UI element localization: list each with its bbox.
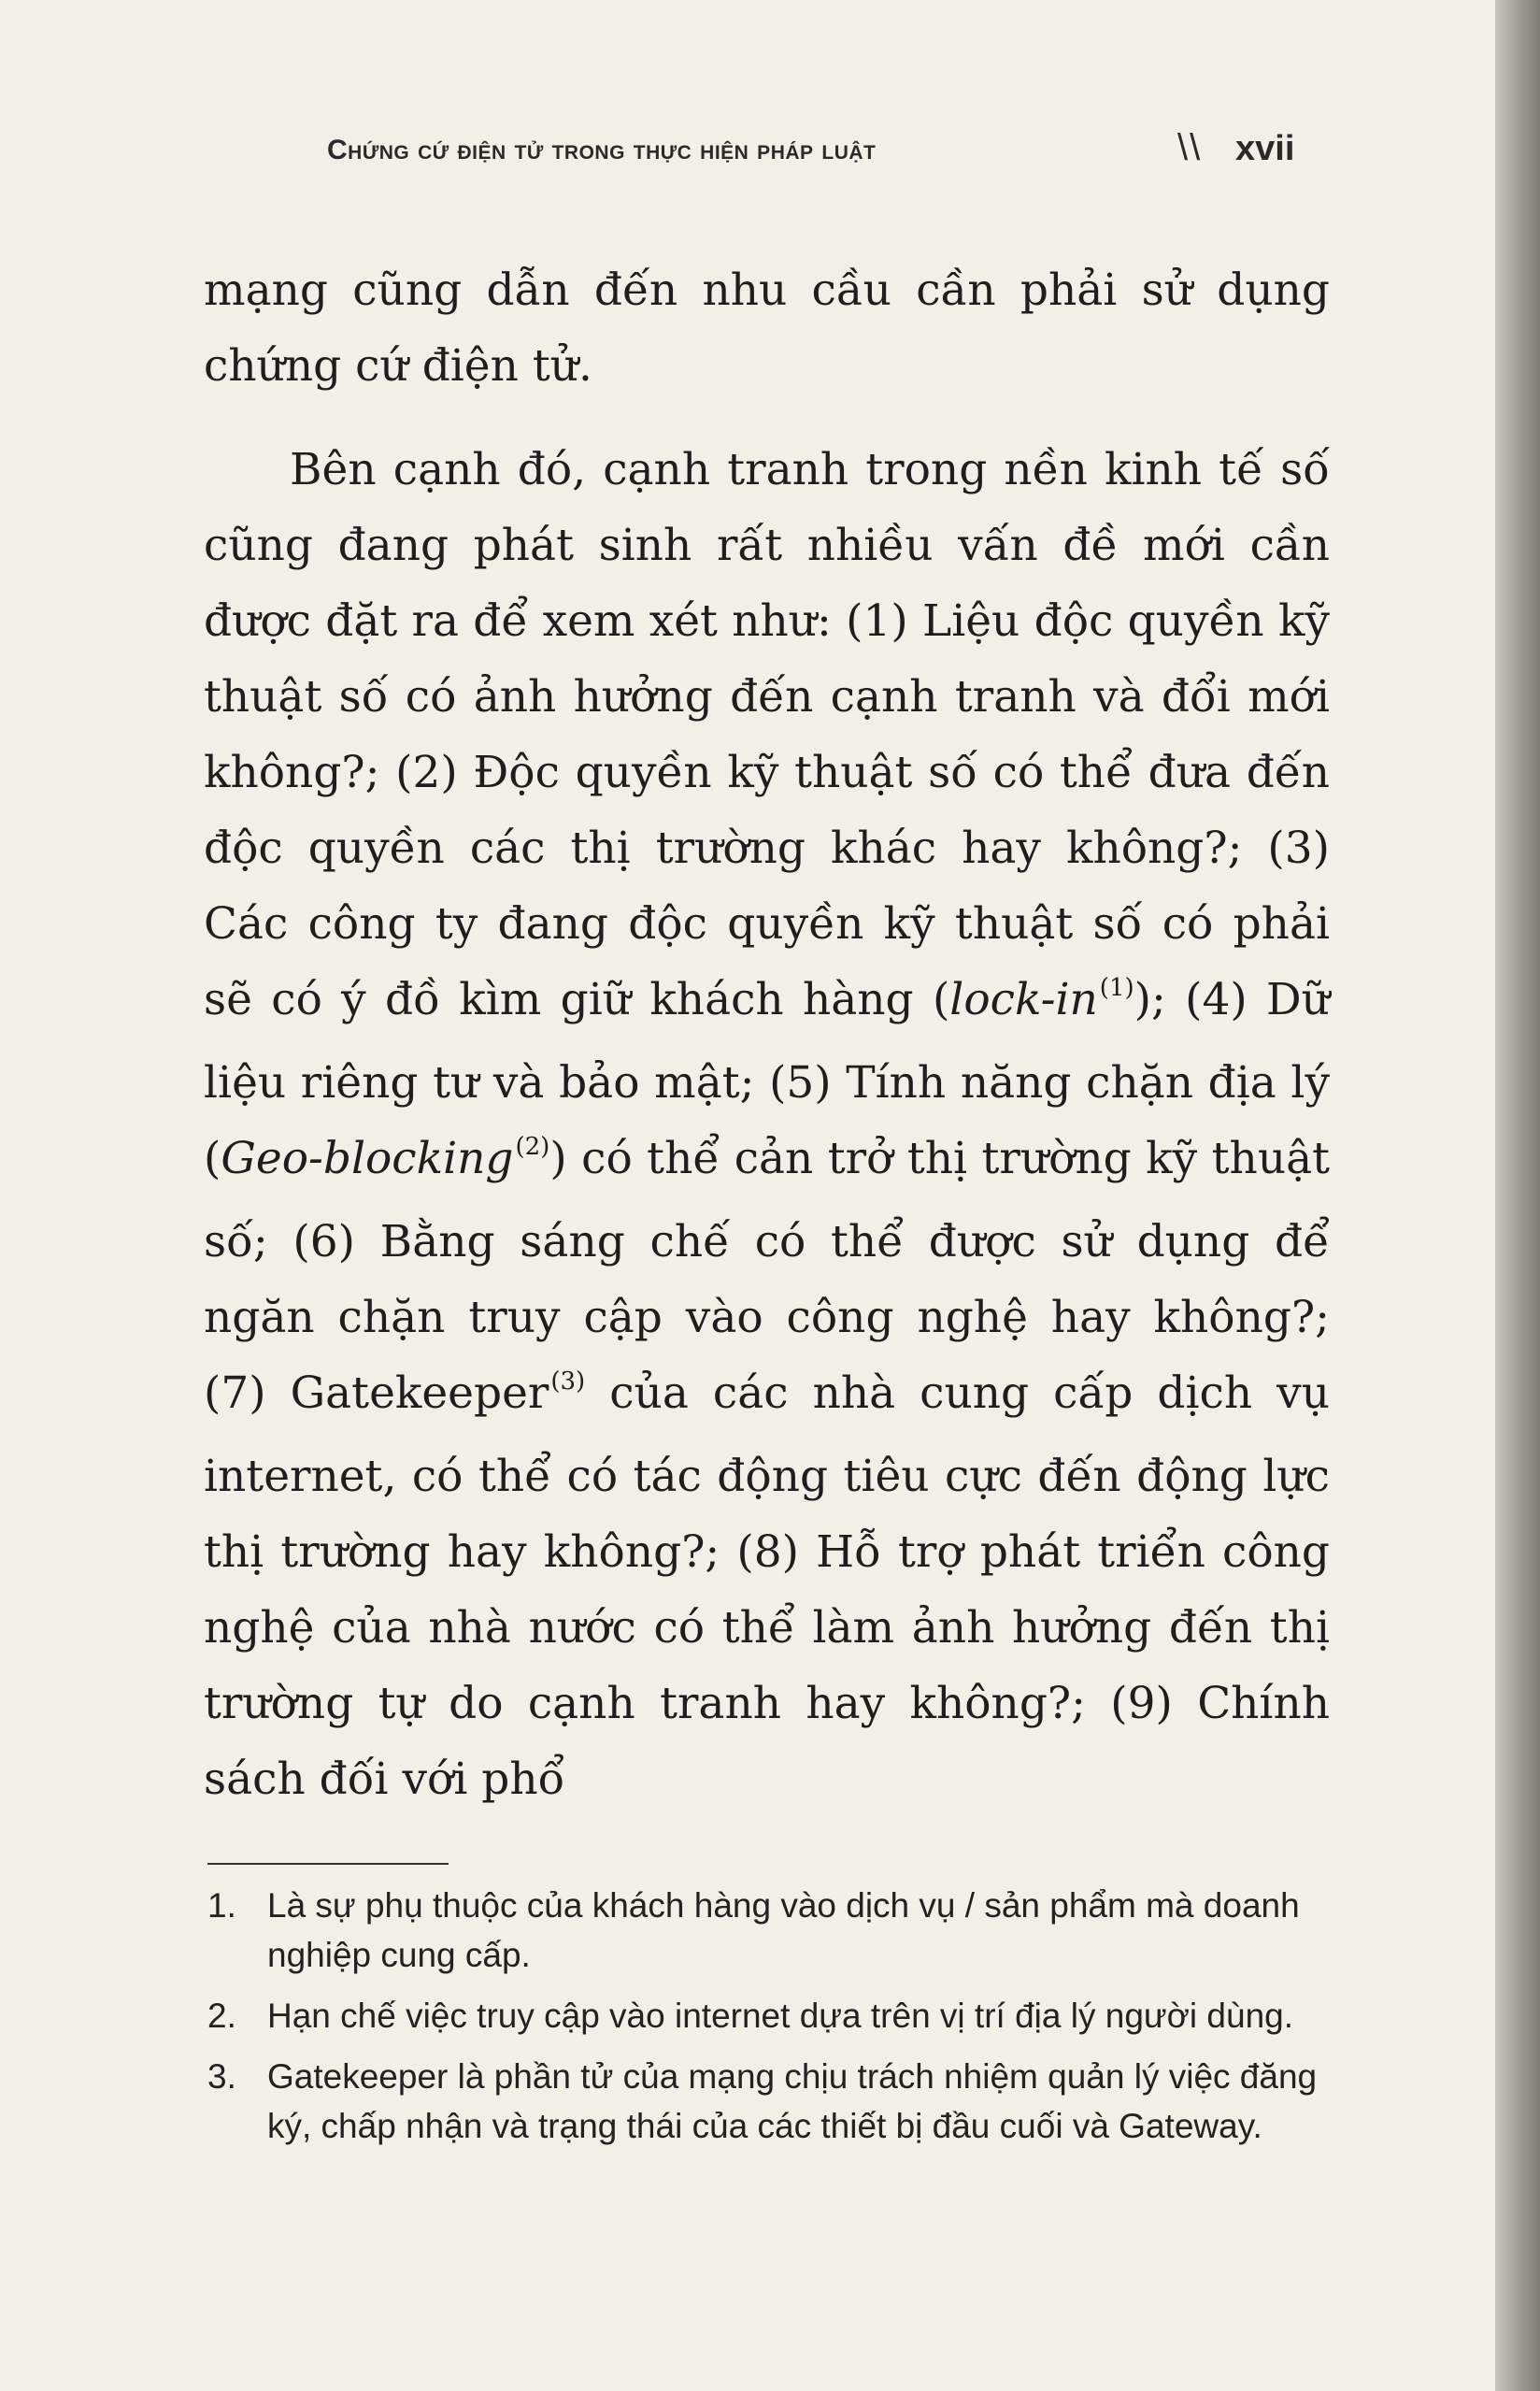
page-edge: [1495, 0, 1540, 2391]
footnote-divider: [207, 1863, 449, 1865]
footnote-3: [207, 2052, 1329, 2151]
footnote-2: [207, 1991, 1329, 2040]
paragraph-2-part-a: Bên cạnh đó, cạnh tranh trong nền kinh tế số cũng đang phát sinh rất nhiều vấn đề mới cần được đặt ra để xem xét như: (1) Liệu độc quyền kỹ thuật số có ảnh hưởng đến cạnh tranh và đổi mới không?; (2) Độc quyền kỹ thuật số có thể đưa đến độc quyền các thị trường khác hay không?; (3) Các công ty đang độc quyền kỹ thuật số có phải sẽ có ý đồ kìm giữ khách hàng (: [204, 444, 1330, 1025]
body-text: [204, 252, 1330, 1817]
footnote-number: 2.: [207, 1997, 236, 2035]
term-lock-in: lock-in: [949, 974, 1098, 1025]
paragraph-2-part-c: ) có thể cản trở thị trường kỹ thuật số; (6) Bằng sáng chế có thể được sử dụng để ngăn chặn truy cập vào công nghệ hay không?; (7) Gatekeeper: [204, 1133, 1330, 1419]
footnote-number: 3.: [207, 2057, 236, 2096]
term-geo-blocking: Geo-blocking: [221, 1133, 514, 1184]
footnotes: [207, 1881, 1329, 2162]
page-number: xvii: [1235, 129, 1295, 168]
paragraph-2-part-d: của các nhà cung cấp dịch vụ internet, có thể có tác động tiêu cực đến động lực thị trường hay không?; (8) Hỗ trợ phát triển công nghệ của nhà nước có thể làm ảnh hưởng đến thị trường tự do cạnh tranh hay không?; (9) Chính sách đối với phổ: [204, 1367, 1330, 1805]
footnote-ref-3: (3): [550, 1367, 586, 1396]
running-header: [327, 122, 1318, 178]
paragraph-2-part-b: ); (4) Dữ liệu riêng tư và bảo mật; (5) Tính năng chặn địa lý (: [204, 974, 1330, 1184]
paragraph-1: mạng cũng dẫn đến nhu cầu cần phải sử dụng chứng cứ điện tử.: [204, 265, 1330, 392]
footnote-ref-1: (1): [1099, 974, 1134, 1002]
footnote-text: Là sự phụ thuộc của khách hàng vào dịch vụ / sản phẩm mà doanh nghiệp cung cấp.: [267, 1886, 1300, 1974]
paragraph-2: [204, 432, 1330, 1817]
header-title: Chứng cứ điện tử trong thực hiện pháp luật: [327, 135, 877, 165]
footnote-text: Gatekeeper là phần tử của mạng chịu trách nhiệm quản lý việc đăng ký, chấp nhận và trạng thái của các thiết bị đầu cuối và Gateway.: [267, 2057, 1318, 2145]
footnote-text: Hạn chế việc truy cập vào internet dựa trên vị trí địa lý người dùng.: [267, 1997, 1294, 2035]
footnote-number: 1.: [207, 1886, 236, 1925]
header-separator: \\: [1177, 127, 1203, 168]
footnote-1: [207, 1881, 1329, 1980]
footnote-ref-2: (2): [515, 1133, 550, 1161]
